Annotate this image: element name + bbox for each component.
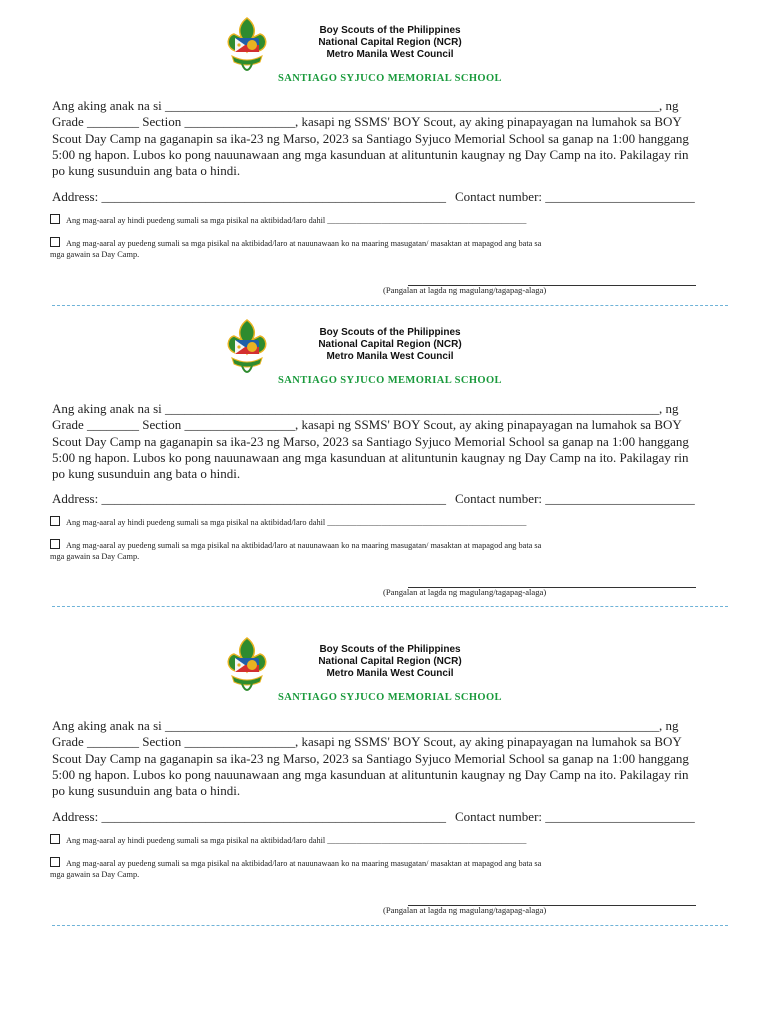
consent-line: 5:00 ng hapon. Lubos ko pong nauunawaan ang mga kasunduan at alituntunin kaugnay ng Day Camp na ito. Pakilagay rin: [52, 449, 689, 465]
school-name: SANTIAGO SYJUCO MEMORIAL SCHOOL: [278, 692, 502, 703]
option-can-participate: [50, 857, 541, 880]
address-field[interactable]: Address: _____________________________________________________: [52, 189, 446, 204]
option-text: mga gawain sa Day Camp.: [50, 870, 140, 879]
option-text: Ang mag-aaral ay puedeng sumali sa mga pisikal na aktibidad/laro at nauunawaan ko na maaring masugatan/ masaktan at mapagod ang bata sa: [66, 239, 542, 248]
option-text: Ang mag-aaral ay hindi puedeng sumali sa mga pisikal na aktibidad/laro dahil ________________________________________________: [66, 518, 527, 527]
consent-paragraph: [52, 718, 733, 799]
consent-line: Grade ________ Section _________________, kasapi ng SSMS' BOY Scout, ay aking pinapayagan na lumahok sa BOY: [52, 417, 682, 433]
consent-line: Scout Day Camp na gaganapin sa ika-23 ng Marso, 2023 sa Santiago Syjuco Memorial School sa ganap na 1:00 hanggang: [52, 750, 689, 766]
org-council: Metro Manila West Council: [326, 668, 454, 679]
org-name: Boy Scouts of the Philippines: [319, 327, 461, 338]
consent-line: Grade ________ Section _________________, kasapi ng SSMS' BOY Scout, ay aking pinapayagan na lumahok sa BOY: [52, 734, 682, 750]
school-name: SANTIAGO SYJUCO MEMORIAL SCHOOL: [278, 73, 502, 84]
contact-number-field[interactable]: Contact number: _______________________: [455, 491, 695, 506]
option-text: Ang mag-aaral ay puedeng sumali sa mga pisikal na aktibidad/laro at nauunawaan ko na maaring masugatan/ masaktan at mapagod ang bata sa: [66, 541, 542, 550]
contact-number-field[interactable]: Contact number: _______________________: [455, 189, 695, 204]
checkbox-icon[interactable]: [50, 857, 60, 867]
consent-line: Scout Day Camp na gaganapin sa ika-23 ng Marso, 2023 sa Santiago Syjuco Memorial School sa ganap na 1:00 hanggang: [52, 130, 689, 146]
option-text: Ang mag-aaral ay hindi puedeng sumali sa mga pisikal na aktibidad/laro dahil ________________________________________________: [66, 836, 527, 845]
org-header: [260, 644, 520, 680]
org-name: Boy Scouts of the Philippines: [319, 644, 461, 655]
org-name: Boy Scouts of the Philippines: [319, 25, 461, 36]
option-cannot-participate: [50, 834, 526, 846]
option-text: mga gawain sa Day Camp.: [50, 250, 140, 259]
address-field[interactable]: Address: _____________________________________________________: [52, 491, 446, 506]
cut-line: [52, 925, 728, 926]
school-name: SANTIAGO SYJUCO MEMORIAL SCHOOL: [278, 375, 502, 386]
consent-line: Ang aking anak na si ____________________________________________________________________________, ng: [52, 718, 679, 733]
org-council: Metro Manila West Council: [326, 351, 454, 362]
signature-caption: (Pangalan at lagda ng magulang/tagapag-alaga): [383, 285, 547, 295]
org-region: National Capital Region (NCR): [318, 656, 462, 667]
consent-line: po kung susunduin ang bata o hindi.: [52, 466, 241, 482]
signature-caption: (Pangalan at lagda ng magulang/tagapag-alaga): [383, 587, 547, 597]
consent-line: 5:00 ng hapon. Lubos ko pong nauunawaan ang mga kasunduan at alituntunin kaugnay ng Day Camp na ito. Pakilagay rin: [52, 766, 689, 782]
option-text: Ang mag-aaral ay puedeng sumali sa mga pisikal na aktibidad/laro at nauunawaan ko na maaring masugatan/ masaktan at mapagod ang bata sa: [66, 859, 542, 868]
consent-line: 5:00 ng hapon. Lubos ko pong nauunawaan ang mga kasunduan at alituntunin kaugnay ng Day Camp na ito. Pakilagay rin: [52, 146, 689, 162]
signature-caption: (Pangalan at lagda ng magulang/tagapag-alaga): [383, 905, 547, 915]
consent-line: Scout Day Camp na gaganapin sa ika-23 ng Marso, 2023 sa Santiago Syjuco Memorial School sa ganap na 1:00 hanggang: [52, 433, 689, 449]
org-region: National Capital Region (NCR): [318, 339, 462, 350]
consent-line: po kung susunduin ang bata o hindi.: [52, 783, 241, 799]
org-region: National Capital Region (NCR): [318, 37, 462, 48]
consent-line: Ang aking anak na si ____________________________________________________________________________, ng: [52, 401, 679, 416]
consent-line: Ang aking anak na si ____________________________________________________________________________, ng: [52, 98, 679, 113]
checkbox-icon[interactable]: [50, 834, 60, 844]
consent-line: Grade ________ Section _________________, kasapi ng SSMS' BOY Scout, ay aking pinapayagan na lumahok sa BOY: [52, 114, 682, 130]
option-text: mga gawain sa Day Camp.: [50, 552, 140, 561]
org-council: Metro Manila West Council: [326, 49, 454, 60]
option-text: Ang mag-aaral ay hindi puedeng sumali sa mga pisikal na aktibidad/laro dahil ________________________________________________: [66, 216, 527, 225]
consent-line: po kung susunduin ang bata o hindi.: [52, 163, 241, 179]
address-field[interactable]: Address: _____________________________________________________: [52, 809, 446, 824]
contact-number-field[interactable]: Contact number: _______________________: [455, 809, 695, 824]
